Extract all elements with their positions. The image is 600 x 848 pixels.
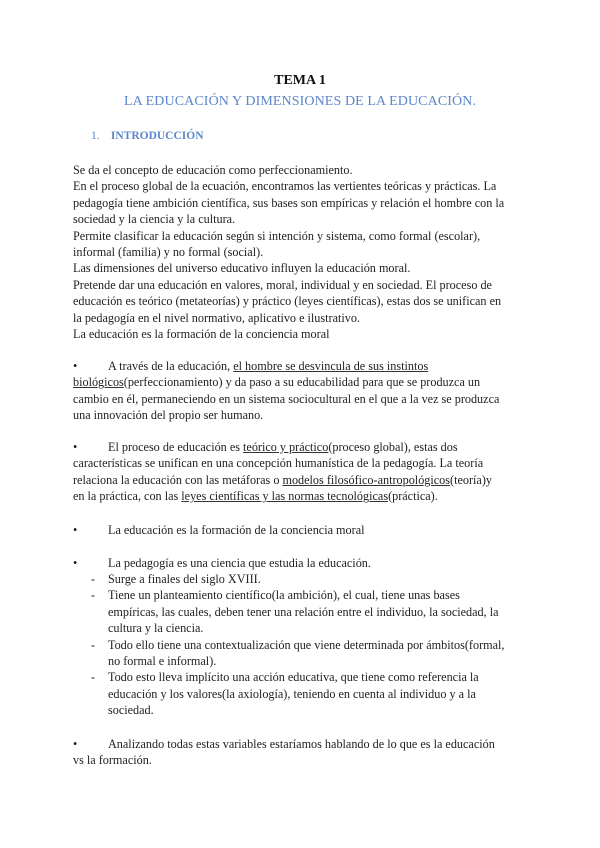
section-number: 1. [91, 130, 100, 142]
dash-line: Todo ello tiene una contextualización que viene determinada por ámbitos(formal, [108, 637, 505, 652]
intro-line: Se da el concepto de educación como perfeccionamiento. [73, 163, 353, 177]
intro-line: Pretende dar una educación en valores, moral, individual y en sociedad. El proceso de [73, 277, 492, 292]
intro-line: Las dimensiones del universo educativo influyen la educación moral. [73, 261, 411, 276]
bullet-paragraph-5 [73, 736, 543, 769]
dash-icon: - [91, 588, 96, 603]
dash-line: cultura y la ciencia. [108, 621, 204, 636]
underlined-text: modelos filosófico-antropológicos [282, 472, 451, 487]
bullet-icon: • [73, 359, 78, 373]
dash-line: no formal e informal). [108, 654, 217, 669]
intro-line: En el proceso global de la ecuación, encontramos las vertientes teóricas y prácticas. La [73, 179, 497, 194]
intro-paragraph [73, 162, 543, 342]
underlined-text: teórico y práctico [243, 440, 329, 454]
intro-line: informal (familia) y no formal (social). [73, 245, 264, 260]
bullet-icon: • [73, 556, 78, 570]
bullet-text: (teoría)y [450, 472, 492, 487]
bullet-text: cambio en él, permaneciendo en un sistema sociocultural en el que a la vez se produzca [73, 391, 500, 406]
dash-line: Tiene un planteamiento científico(la ambición), el cual, tiene unas bases [108, 588, 460, 603]
bullet-text: características se unifican en una concepción humanística de la pedagogía. La teoría [73, 456, 484, 471]
bullet-paragraph-3 [73, 522, 543, 538]
dash-line: Todo esto lleva implícito una acción educativa, que tiene como referencia la [108, 670, 479, 685]
bullet-icon: • [73, 440, 78, 454]
dash-icon: - [91, 637, 96, 652]
dash-line: Surge a finales del siglo XVIII. [108, 572, 261, 586]
intro-line: educación es teórico (metateorías) y práctico (leyes científicas), estas dos se unifican en [73, 294, 502, 309]
underlined-text: el hombre se desvincula de sus instintos [233, 359, 429, 373]
dash-list [88, 571, 548, 719]
dash-item [88, 587, 548, 636]
bullet-text: (perfeccionamiento) y da paso a su educabilidad para que se produzca un [123, 375, 481, 390]
dash-line: sociedad. [108, 703, 154, 718]
bullet-text: (proceso global), estas dos [328, 440, 458, 454]
intro-line: la pedagogía en el nivel normativo, aplicativo e ilustrativo. [73, 310, 360, 325]
dash-icon: - [91, 572, 96, 586]
underlined-text: leyes científicas y las normas tecnológicas [181, 489, 389, 504]
dash-item [88, 571, 548, 587]
bullet-text: La pedagogía es una ciencia que estudia la educación. [108, 556, 371, 570]
bullet-text: Analizando todas estas variables estaríamos hablando de lo que es la educación [108, 737, 495, 751]
bullet-text: en la práctica, con las [73, 489, 182, 504]
dash-item [88, 637, 548, 670]
section-heading [91, 130, 204, 142]
bullet-text: A través de la educación, [108, 359, 234, 373]
intro-line: sociedad y la ciencia y la cultura. [73, 212, 236, 227]
section-label: INTRODUCCIÓN [110, 130, 204, 142]
bullet-text: La educación es la formación de la conciencia moral [108, 523, 365, 537]
bullet-paragraph-1 [73, 358, 543, 424]
intro-line: Permite clasificar la educación según si intención y sistema, como formal (escolar), [73, 228, 481, 243]
bullet-text: vs la formación. [73, 753, 152, 768]
page-subtitle: LA EDUCACIÓN Y DIMENSIONES DE LA EDUCACIÓN. [123, 94, 477, 109]
bullet-text: relaciona la educación con las metáforas o [73, 472, 283, 487]
underlined-text: biológicos [73, 375, 124, 390]
bullet-text: El proceso de educación es [108, 440, 244, 454]
intro-line: pedagogía tiene ambición científica, sus bases son empíricas y relación el hombre con la [73, 195, 505, 210]
dash-icon: - [91, 670, 96, 685]
bullet-icon: • [73, 737, 78, 751]
bullet-paragraph-4 [73, 555, 543, 571]
bullet-text: (práctica). [388, 489, 438, 504]
dash-item [88, 669, 548, 718]
page-title: TEMA 1 [274, 73, 326, 88]
bullet-paragraph-2 [73, 439, 543, 505]
bullet-text: una innovación del propio ser humano. [73, 408, 264, 423]
dash-line: empíricas, las cuales, deben tener una relación entre el individuo, la sociedad, la [108, 604, 499, 619]
bullet-icon: • [73, 523, 78, 537]
dash-line: educación y los valores(la axiología), teniendo en cuenta al individuo y a la [108, 686, 476, 701]
intro-line: La educación es la formación de la conciencia moral [73, 327, 330, 342]
